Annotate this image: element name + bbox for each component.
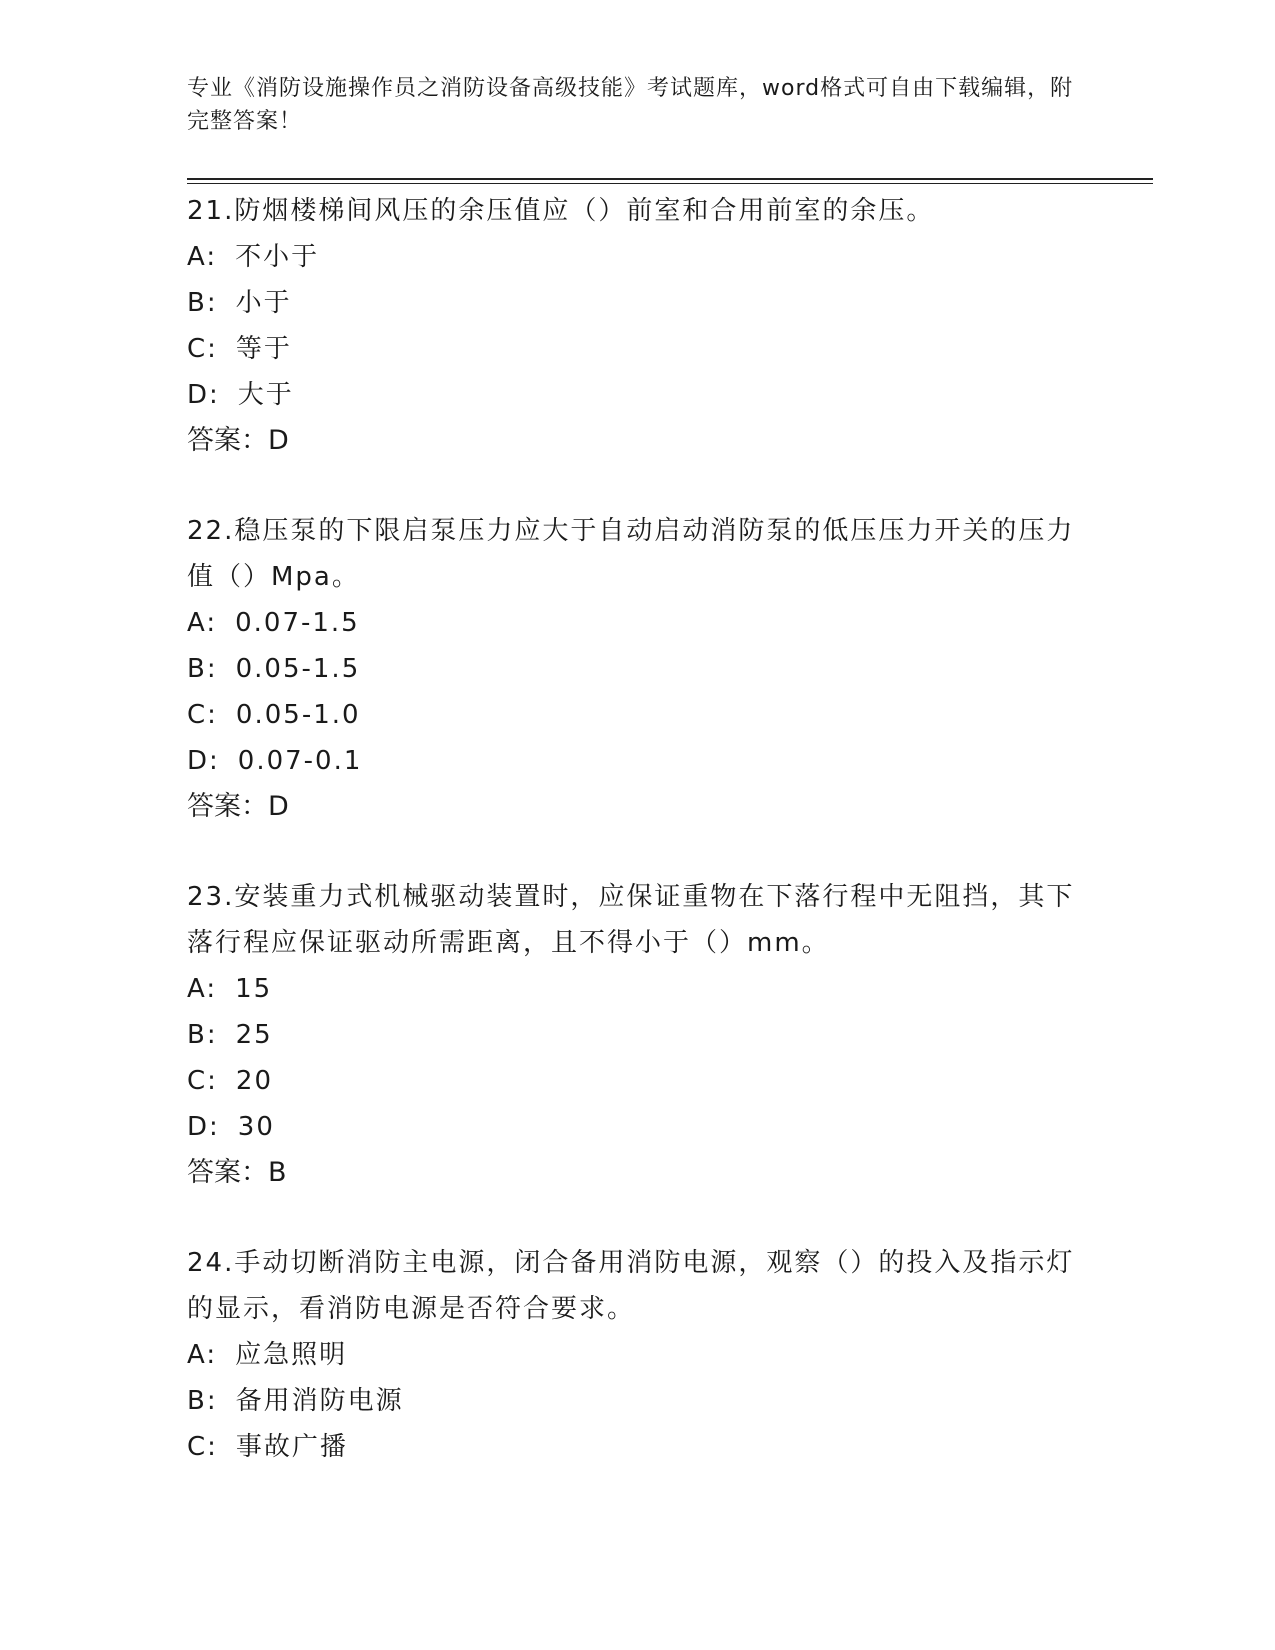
option-text: 应急照明 [235, 1340, 348, 1370]
option-letter: B: [187, 1020, 218, 1050]
question-24 [187, 1240, 1087, 1470]
header-divider-thick [187, 178, 1153, 180]
option-text: 0.07-0.1 [237, 746, 363, 776]
option-text: 备用消防电源 [235, 1386, 404, 1416]
option-text: 0.07-1.5 [235, 608, 360, 638]
option-text: 不小于 [235, 242, 320, 272]
option-letter: A: [187, 1340, 218, 1370]
option-c [187, 1058, 1087, 1104]
option-letter: A: [187, 242, 218, 272]
option-text: 等于 [235, 334, 292, 364]
option-a [187, 966, 1087, 1012]
question-22 [187, 508, 1087, 830]
question-list [187, 188, 1087, 1514]
option-a [187, 234, 1087, 280]
option-letter: C: [187, 700, 218, 730]
option-b [187, 1378, 1087, 1424]
option-letter: C: [187, 334, 218, 364]
answer-label: 答案：D [187, 425, 289, 456]
option-letter: A: [187, 608, 218, 638]
question-text: 22.稳压泵的下限启泵压力应大于自动启动消防泵的低压压力开关的压力值（）Mpa。 [187, 516, 1075, 592]
answer-label: 答案：B [187, 1157, 287, 1188]
question-text: 24.手动切断消防主电源，闭合备用消防电源，观察（）的投入及指示灯的显示，看消防电源是否符合要求。 [187, 1248, 1075, 1324]
option-letter: B: [187, 288, 218, 318]
option-d [187, 1104, 1087, 1150]
option-d [187, 738, 1087, 784]
option-letter: A: [187, 974, 218, 1004]
question-text: 23.安装重力式机械驱动装置时，应保证重物在下落行程中无阻挡，其下落行程应保证驱动所需距离，且不得小于（）mm。 [187, 882, 1075, 958]
option-text: 15 [235, 974, 273, 1004]
question-text: 21.防烟楼梯间风压的余压值应（）前室和合用前室的余压。 [187, 196, 935, 226]
option-letter: B: [187, 654, 218, 684]
option-text: 30 [237, 1112, 275, 1142]
question-23 [187, 874, 1087, 1196]
option-letter: D: [187, 746, 220, 776]
option-text: 小于 [235, 288, 292, 318]
option-a [187, 600, 1087, 646]
option-c [187, 692, 1087, 738]
option-text: 0.05-1.5 [235, 654, 361, 684]
option-b [187, 646, 1087, 692]
option-letter: B: [187, 1386, 218, 1416]
option-d [187, 372, 1087, 418]
option-text: 大于 [237, 380, 294, 410]
header-divider-thin [187, 183, 1153, 184]
option-text: 20 [235, 1066, 274, 1096]
option-letter: C: [187, 1432, 218, 1462]
option-c [187, 1424, 1087, 1470]
option-b [187, 280, 1087, 326]
option-c [187, 326, 1087, 372]
option-text: 事故广播 [235, 1432, 348, 1462]
option-letter: D: [187, 1112, 220, 1142]
option-letter: D: [187, 380, 220, 410]
option-a [187, 1332, 1087, 1378]
option-b [187, 1012, 1087, 1058]
answer-label: 答案：D [187, 791, 289, 822]
question-21 [187, 188, 1087, 464]
option-text: 25 [235, 1020, 273, 1050]
option-letter: C: [187, 1066, 218, 1096]
document-header: 专业《消防设施操作员之消防设备高级技能》考试题库，word格式可自由下载编辑，附完整答案！ [187, 76, 1074, 134]
option-text: 0.05-1.0 [235, 700, 361, 730]
